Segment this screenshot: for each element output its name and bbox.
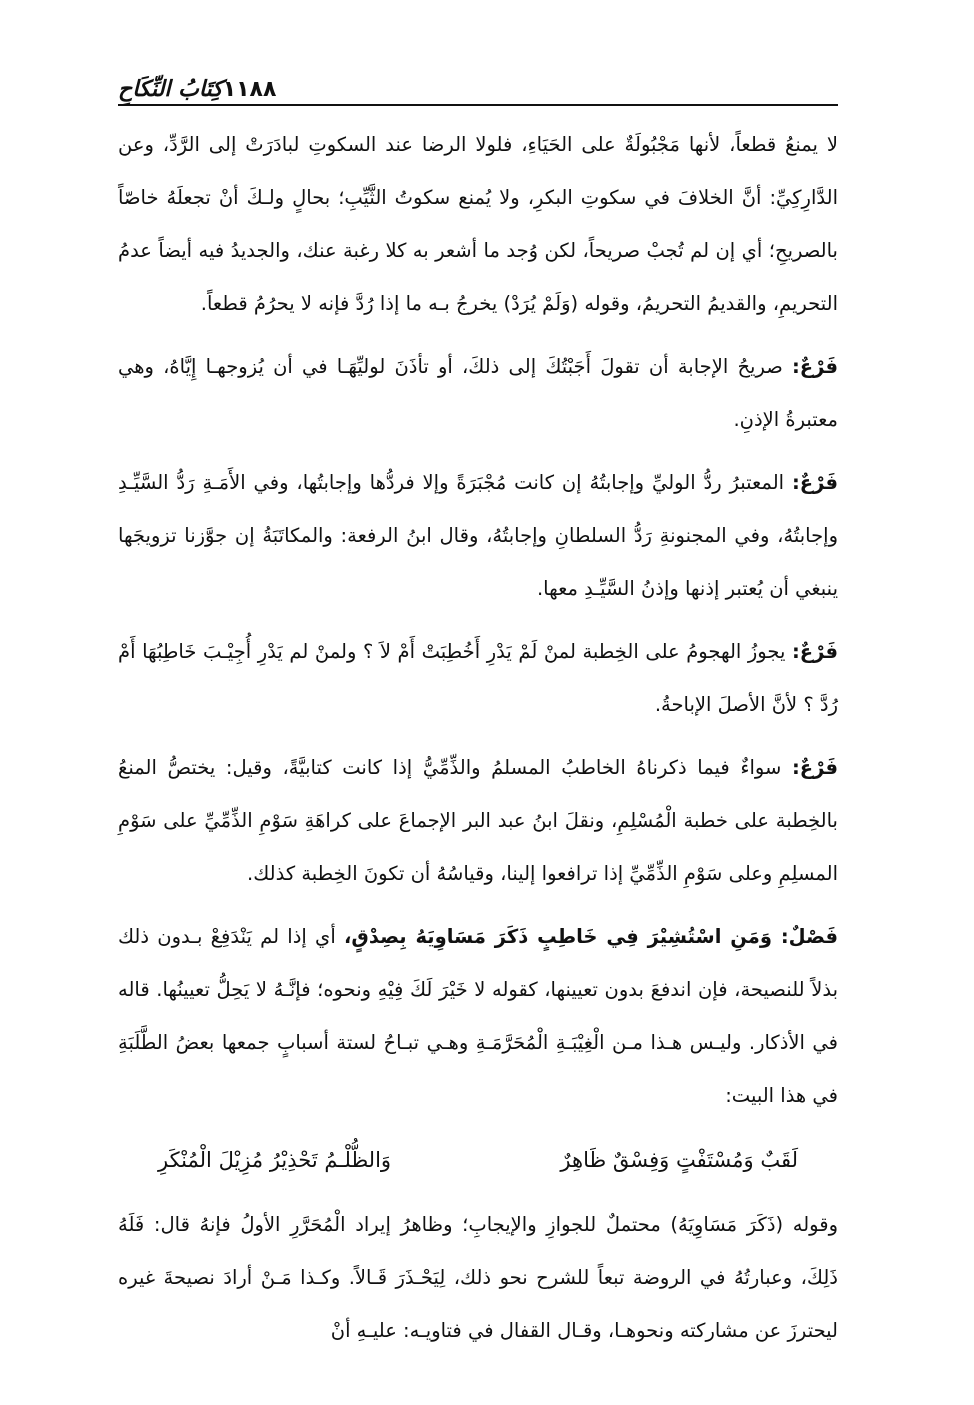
paragraph-text: وقوله (ذَكَرَ مَسَاوِيَهُ) محتملٌ للجوازِ والإيجابِ؛ وظاهرُ إيراد الْمُحَرَّرِ الأولُ فإنهُ قال: فَلَهُ ذَلِكَ، وعبارتُهُ في الروضة تبعاً للشرح نحو ذلك، لِيَحْـذَرَ قَـالاً. وكـذا مَـنْ أرادَ نصيحةَ غيره ليحترزَ عن مشاركته ونحوهـا، وقـال القفال في فتاويـه: عليـهِ أنْ	[118, 1213, 838, 1342]
paragraph-branch	[118, 625, 838, 731]
paragraph-branch	[118, 456, 838, 615]
paragraph-branch	[118, 741, 838, 900]
paragraph-text: أي إذا لم يَنْدَفِعْ بـدون ذلك بذلاً للنصيحة، فإن اندفعَ بدون تعيينها، كقوله لا خَيْرَ لَكَ فِيْهِ ونحوه؛ فإنَّـهُ لا يَحِلُّ تعيينُها. قاله في الأذكار. وليـس هـذا مـن الْغِيْبَـةِ الْمُحَرَّمَـةِ وهـي تبـاحُ لستة أسبابٍ جمعها بعضُ الطَّلَبَةِ في هذا البيت:	[118, 925, 838, 1107]
page-header	[118, 62, 838, 106]
branch-label: فَرْعٌ:	[791, 756, 838, 779]
section-label: فَصْلٌ:	[780, 925, 838, 948]
matn-text: وَمَنِ اسْتُشِيْرَ فِي خَاطِبٍ ذَكَرَ مَسَاوِيَهُ بِصِدْقٍ،	[343, 925, 781, 948]
page-number: ١١٨٨	[222, 77, 277, 102]
book-title: كِتَابُ النِّكَاحِ	[118, 77, 223, 102]
body-text	[118, 118, 838, 1357]
branch-label: فَرْعٌ:	[791, 471, 838, 494]
branch-label: فَرْعٌ:	[791, 640, 838, 663]
paragraph-section	[118, 910, 838, 1122]
branch-label: فَرْعٌ:	[791, 355, 838, 378]
paragraph-text: المعتبرُ ردُّ الوليِّ وإجابتُهُ إن كانت مُجْبَرَةً وإلا فردُّها وإجابتُها، وفي الأَمَـةِ رَدُّ السَّيِّـدِ وإجابتُهُ، وفي المجنونةِ رَدُّ السلطانِ وإجابتُهُ، وقال ابنُ الرفعة: والمكاتَبَةُ إن جوَّزنا تزويجَها ينبغي أن يُعتبر إذنها وإذنُ السَّيِّـدِ معها.	[118, 471, 838, 600]
paragraph-branch	[118, 340, 838, 446]
paragraph-closing	[118, 1198, 838, 1357]
paragraph-text: لا يمنعُ قطعاً، لأنها مَجْبُولَةٌ على الحَيَاءِ، فلولا الرضا عند السكوتِ لبادَرَتْ إلى الرَّدِّ، وعن الدَّارِكِيِّ: أنَّ الخلافَ في سكوتِ البكرِ، ولا يُمنع سكوتُ الثَّيِّبِ؛ بحالٍ ولـكَ أنْ تجعلَهُ خاصّاً بالصريحِ؛ أي إن لم تُجبْ صريحاً، لكن وُجد ما أشعر به كلا رغبة عنك، والجديدُ فيه أيضاً عدمُ التحريمِ، والقديمُ التحريمُ، وقوله (وَلَمْ يُرَدْ) يخرجُ بـه ما إذا رُدَّ فإنه لا يحرُمُ قطعاً.	[118, 133, 838, 315]
poetry-verse	[118, 1132, 838, 1188]
paragraph-text: سواءٌ فيما ذكرناهُ الخاطبُ المسلمُ والذِّمِّيُّ إذا كانت كتابيَّةً، وقيل: يختصُّ المنعُ بالخِطبة على خطبة الْمُسْلِمِ، ونقلَ ابنُ عبد البر الإجماعَ على كراهَةِ سَوْمِ الذِّمِّيِّ على سَوْمِ المسلِمِ وعلى سَوْمِ الذِّمِّيِّ إذا ترافعوا إلينا، وقياسُهُ أن تكونَ الخِطبة كذلك.	[118, 756, 838, 885]
verse-second-hemistich: وَالظُّلْـمُ تَحْذِيْرُ مُزِيْلَ الْمُنْكَرِ	[158, 1148, 392, 1172]
paragraph-text: صريحُ الإجابة أن تقولَ أَجَبْتُكَ إلى ذلكَ، أو تأذَنَ لوليِّهَـا في أن يُزوجهـا إِيَّاهُ، وهي معتبرةُ الإذنِ.	[118, 355, 838, 431]
verse-first-hemistich: لَقَبٌ وَمُسْتَفْتٍ وَفِسْقٌ ظَاهِرٌ	[560, 1148, 798, 1172]
document-page	[118, 62, 838, 1367]
paragraph-continuation	[118, 118, 838, 330]
paragraph-text: يجوزُ الهجومُ على الخِطبة لمنْ لَمْ يَدْرِ أَخُطِبَتْ أَمْ لاَ ؟ ولمنْ لم يَدْرِ أُجِيْـبَ خَاطِبُهَا أَمْ رُدَّ ؟ لأنَّ الأصلَ الإباحةُ.	[118, 640, 838, 716]
